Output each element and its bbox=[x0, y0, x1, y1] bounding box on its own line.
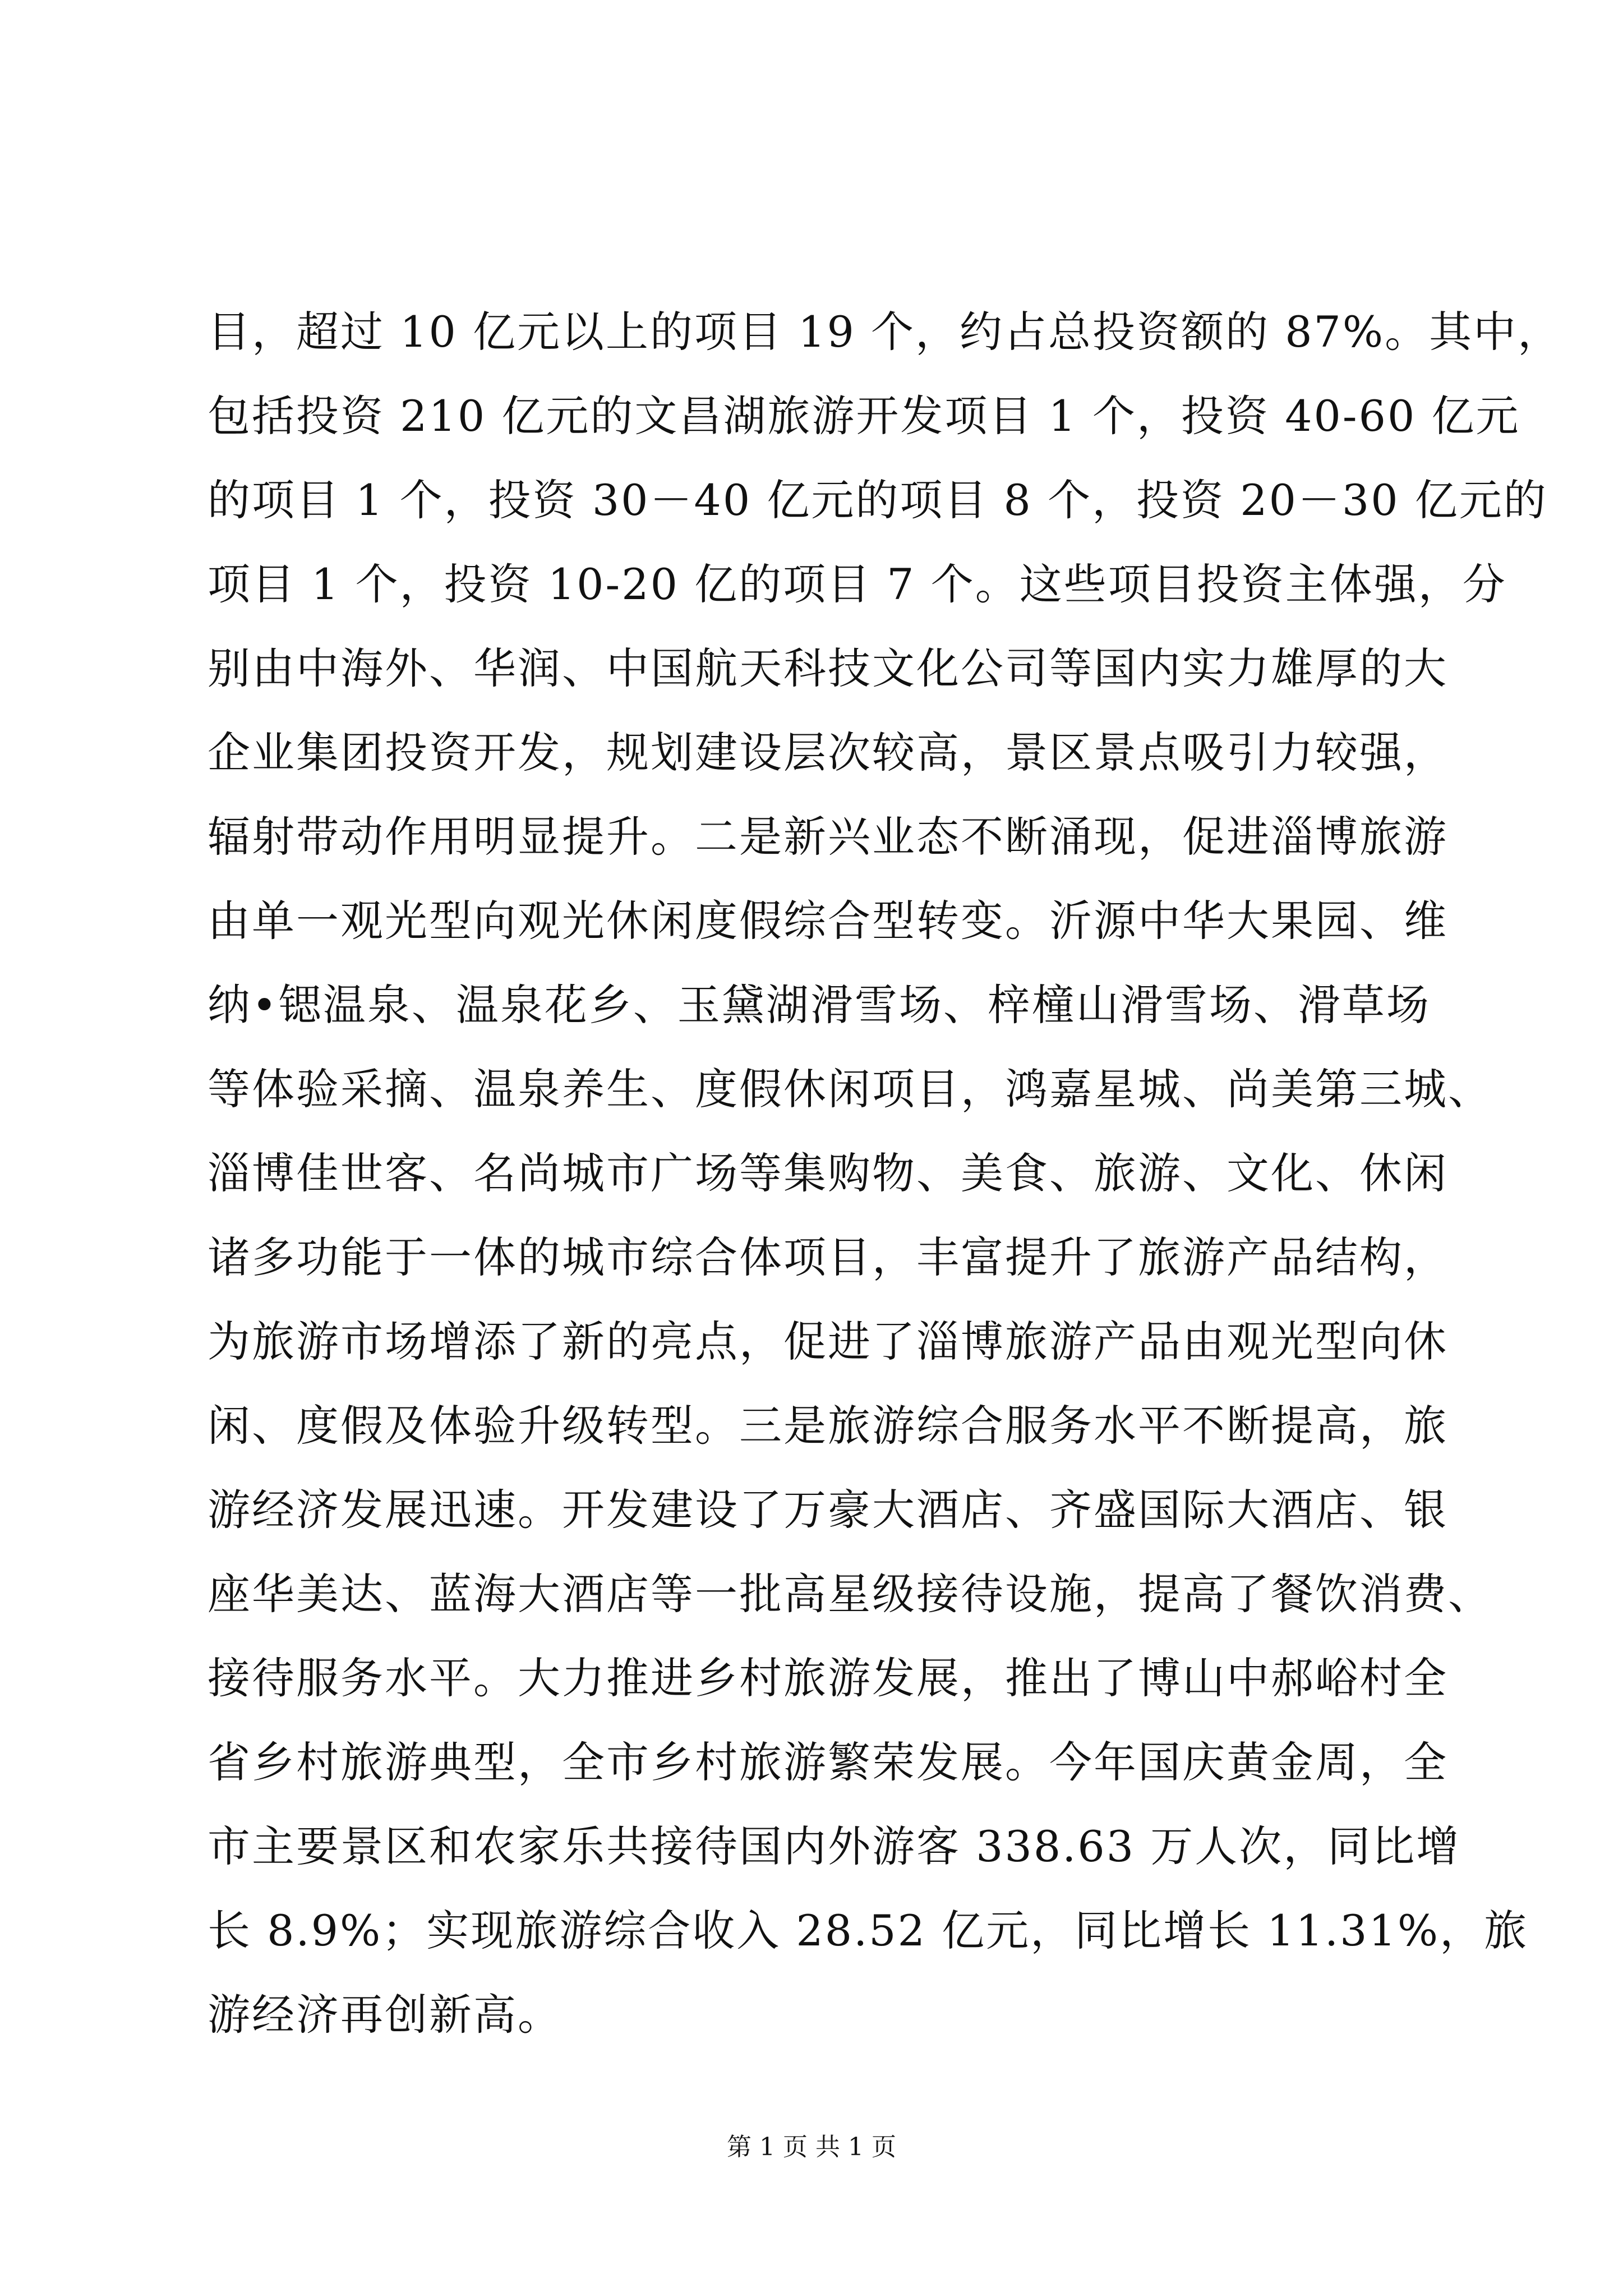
page-number-label: 第 1 页 共 1 页 bbox=[727, 2133, 896, 2161]
text-line-20: 长 8.9%；实现旅游综合收入 28.52 亿元，同比增长 11.31%，旅 bbox=[208, 1906, 1529, 1955]
text-line-7: 辐射带动作用明显提升。二是新兴业态不断涌现，促进淄博旅游 bbox=[208, 812, 1448, 862]
text-line-1: 目，超过 10 亿元以上的项目 19 个，约占总投资额的 87%。其中， bbox=[208, 307, 1562, 357]
text-line-17: 接待服务水平。大力推进乡村旅游发展，推出了博山中郝峪村全 bbox=[208, 1653, 1448, 1703]
text-line-12: 诸多功能于一体的城市综合体项目，丰富提升了旅游产品结构， bbox=[208, 1232, 1448, 1282]
text-line-9: 纳•锶温泉、温泉花乡、玉黛湖滑雪场、梓橦山滑雪场、滑草场 bbox=[208, 980, 1431, 1030]
text-line-6: 企业集团投资开发，规划建设层次较高，景区景点吸引力较强， bbox=[208, 728, 1448, 777]
text-line-18: 省乡村旅游典型，全市乡村旅游繁荣发展。今年国庆黄金周，全 bbox=[208, 1737, 1448, 1787]
text-line-16: 座华美达、蓝海大酒店等一批高星级接待设施，提高了餐饮消费、 bbox=[208, 1569, 1492, 1619]
text-line-8: 由单一观光型向观光休闲度假综合型转变。沂源中华大果园、维 bbox=[208, 896, 1448, 946]
page-footer bbox=[0, 2131, 1623, 2164]
text-line-13: 为旅游市场增添了新的亮点，促进了淄博旅游产品由观光型向休 bbox=[208, 1317, 1448, 1366]
text-line-19: 市主要景区和农家乐共接待国内外游客 338.63 万人次，同比增 bbox=[208, 1821, 1461, 1871]
body-paragraph bbox=[208, 307, 1562, 2040]
text-line-5: 别由中海外、华润、中国航天科技文化公司等国内实力雄厚的大 bbox=[208, 643, 1448, 693]
text-line-14: 闲、度假及体验升级转型。三是旅游综合服务水平不断提高，旅 bbox=[208, 1401, 1448, 1451]
text-line-10: 等体验采摘、温泉养生、度假休闲项目，鸿嘉星城、尚美第三城、 bbox=[208, 1064, 1492, 1114]
text-line-3: 的项目 1 个，投资 30－40 亿元的项目 8 个，投资 20－30 亿元的 bbox=[208, 475, 1548, 525]
text-line-15: 游经济发展迅速。开发建设了万豪大酒店、齐盛国际大酒店、银 bbox=[208, 1485, 1448, 1535]
text-line-21: 游经济再创新高。 bbox=[208, 1990, 562, 2040]
text-line-4: 项目 1 个，投资 10-20 亿的项目 7 个。这些项目投资主体强，分 bbox=[208, 559, 1507, 609]
text-line-2: 包括投资 210 亿元的文昌湖旅游开发项目 1 个，投资 40-60 亿元 bbox=[208, 391, 1520, 441]
text-line-11: 淄博佳世客、名尚城市广场等集购物、美食、旅游、文化、休闲 bbox=[208, 1148, 1448, 1198]
